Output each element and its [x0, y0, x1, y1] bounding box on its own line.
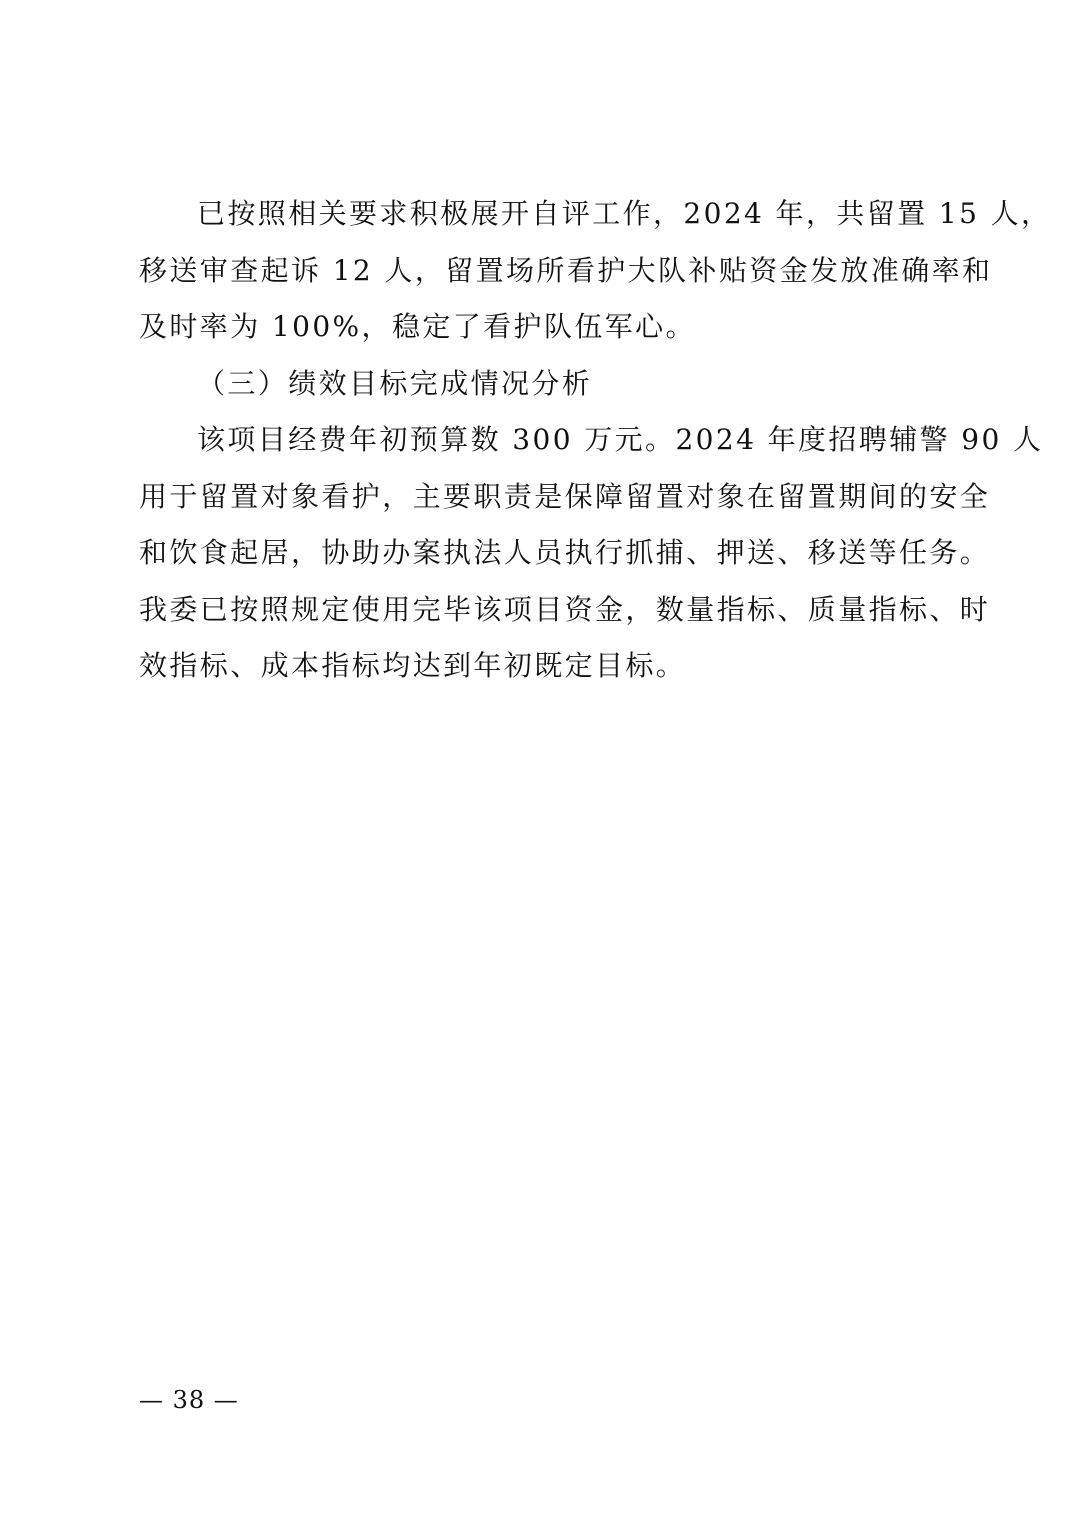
paragraph-line: 该项目经费年初预算数 300 万元。2024 年度招聘辅警 90 人	[197, 423, 1044, 456]
paragraph-line: 我委已按照规定使用完毕该项目资金，数量指标、质量指标、时	[139, 592, 991, 626]
paragraph-line: 效指标、成本指标均达到年初既定目标。	[139, 649, 687, 682]
paragraph-line: 移送审查起诉 12 人，留置场所看护大队补贴资金发放准确率和	[139, 253, 993, 287]
paragraph-line: 用于留置对象看护，主要职责是保障留置对象在留置期间的安全	[139, 479, 991, 513]
paragraph-line: 和饮食起居，协助办案执法人员执行抓捕、押送、移送等任务。	[139, 536, 991, 569]
section-heading: （三）绩效目标完成情况分析	[197, 366, 593, 400]
body-text	[139, 192, 1052, 701]
page-number: — 38 —	[139, 1386, 239, 1414]
paragraph-line: 及时率为 100%，稳定了看护队伍军心。	[139, 310, 696, 343]
paragraph-line: 已按照相关要求积极展开自评工作，2024 年，共留置 15 人，	[197, 197, 1052, 230]
